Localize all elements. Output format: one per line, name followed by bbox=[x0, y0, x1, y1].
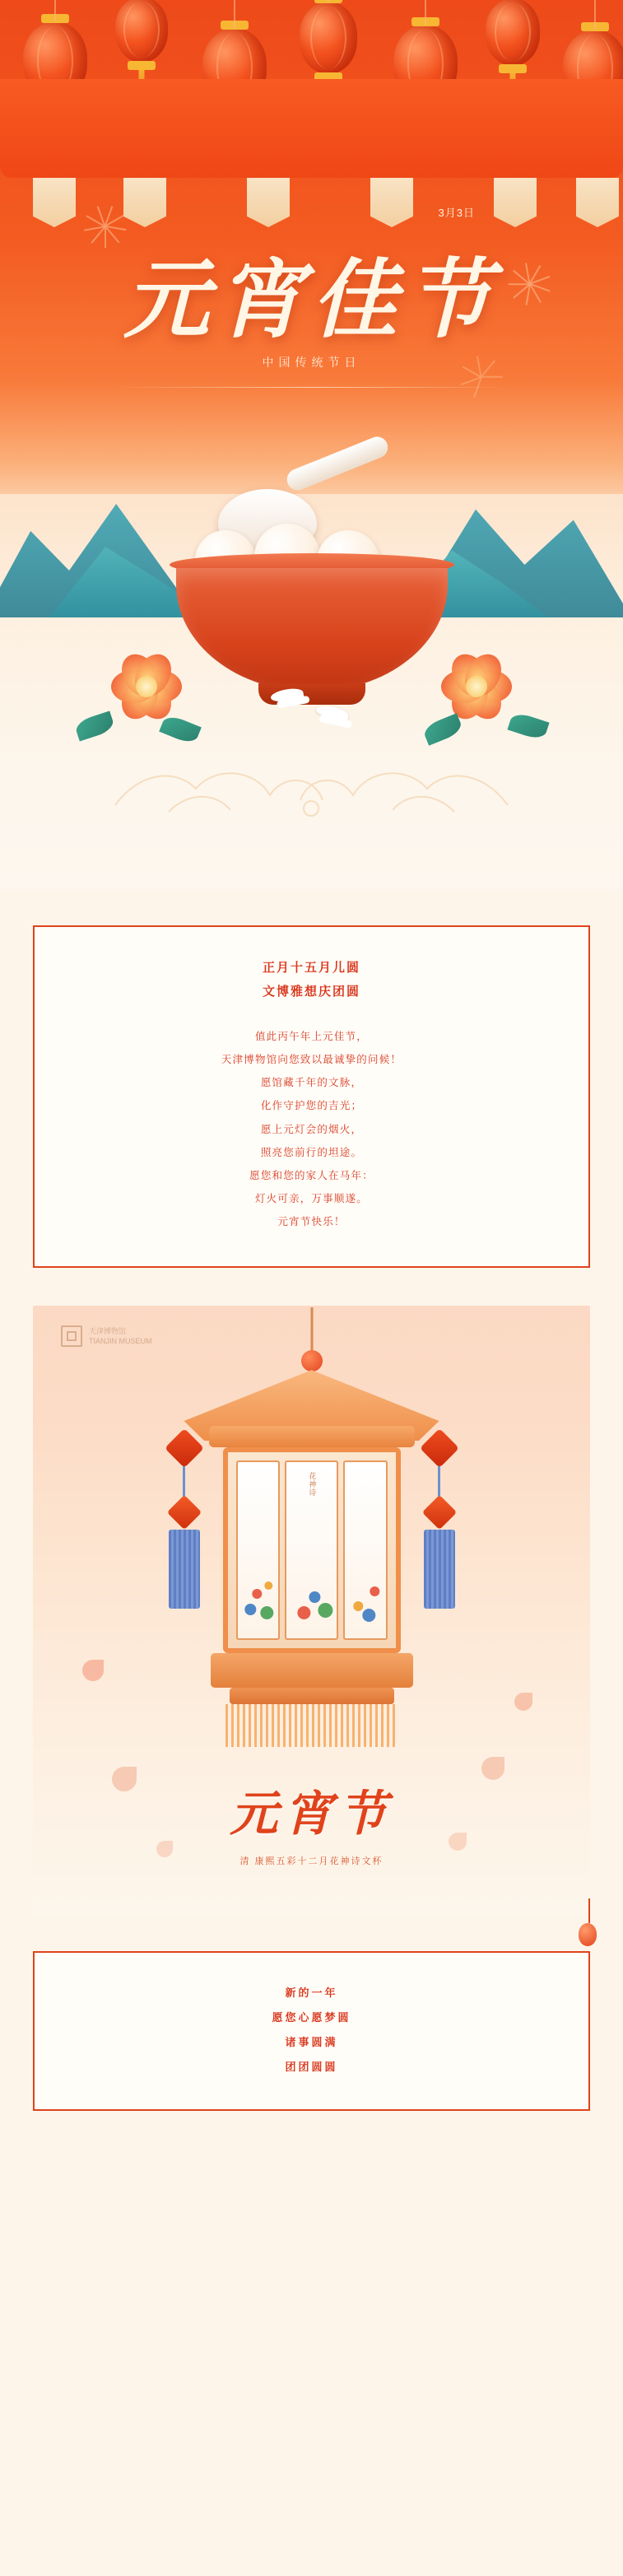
hero-subtitle: 中国传统节日 bbox=[262, 356, 361, 369]
closing-line: 团团圆圆 bbox=[285, 2060, 338, 2073]
lantern-panel-text: 花神诗 bbox=[308, 1472, 317, 1498]
museum-name-en: TIANJIN MUSEUM bbox=[89, 1337, 152, 1346]
greeting-line: 灯火可亲，万事顺遂。 bbox=[254, 1192, 368, 1204]
lantern-base bbox=[211, 1653, 413, 1688]
lantern-finial bbox=[301, 1350, 323, 1372]
lantern-panel-right bbox=[343, 1460, 387, 1640]
palace-lantern-illustration bbox=[164, 1355, 460, 1783]
poster-title: 元宵节 bbox=[230, 1787, 393, 1842]
lantern-cord bbox=[310, 1307, 313, 1355]
greeting-line: 天津博物馆向您致以最诚挚的问候！ bbox=[221, 1054, 402, 1066]
greeting-line: 照亮您前行的坦途。 bbox=[260, 1146, 363, 1158]
lantern-tassel-right bbox=[422, 1434, 457, 1609]
lantern-panel-center bbox=[285, 1460, 339, 1640]
lantern-poster bbox=[33, 1306, 590, 1915]
lantern-fringe bbox=[225, 1704, 398, 1747]
greeting-heading-2: 文博雅想庆团圆 bbox=[262, 984, 360, 999]
peony-flower-icon bbox=[427, 645, 526, 728]
lantern-icon bbox=[486, 0, 540, 66]
lantern-icon bbox=[300, 2, 357, 74]
page-title: 元宵佳节 bbox=[123, 254, 500, 348]
hero-banner bbox=[0, 0, 623, 889]
poster-caption: 清 康熙五彩十二月花神诗文杯 bbox=[239, 1856, 384, 1867]
greeting-heading-1: 正月十五月儿圆 bbox=[262, 961, 360, 975]
greeting-line: 化作守护您的吉光； bbox=[260, 1100, 363, 1112]
lantern-body bbox=[223, 1447, 401, 1653]
greeting-line: 值此丙午年上元佳节， bbox=[254, 1031, 368, 1042]
curtain-band bbox=[0, 79, 623, 178]
closing-card bbox=[33, 1951, 590, 2111]
museum-name-cn: 天津博物馆 bbox=[89, 1326, 127, 1335]
greeting-line: 愿上元灯会的烟火， bbox=[260, 1123, 363, 1135]
lantern-tassel-left bbox=[167, 1434, 202, 1609]
greeting-line: 元宵节快乐！ bbox=[277, 1216, 346, 1227]
lantern-icon bbox=[115, 0, 168, 63]
peony-flower-icon bbox=[97, 645, 196, 728]
greeting-line: 愿您和您的家人在马年： bbox=[249, 1169, 374, 1181]
greeting-card bbox=[33, 925, 590, 1268]
cloud-ornament bbox=[0, 741, 623, 831]
closing-line: 新的一年 bbox=[285, 1987, 338, 2000]
closing-line: 诸事圆满 bbox=[285, 2035, 338, 2048]
museum-logo-icon bbox=[61, 1325, 152, 1347]
lantern-base-lower bbox=[230, 1688, 394, 1704]
lantern-icon bbox=[579, 1923, 600, 1951]
hero-date: 3月3日 bbox=[438, 207, 475, 219]
greeting-line: 愿馆藏千年的文脉， bbox=[260, 1077, 363, 1089]
lantern-eave bbox=[209, 1426, 415, 1447]
hero-divider bbox=[111, 387, 512, 388]
closing-line: 愿您心愿梦圆 bbox=[272, 2011, 351, 2024]
lantern-panel-left bbox=[236, 1460, 280, 1640]
